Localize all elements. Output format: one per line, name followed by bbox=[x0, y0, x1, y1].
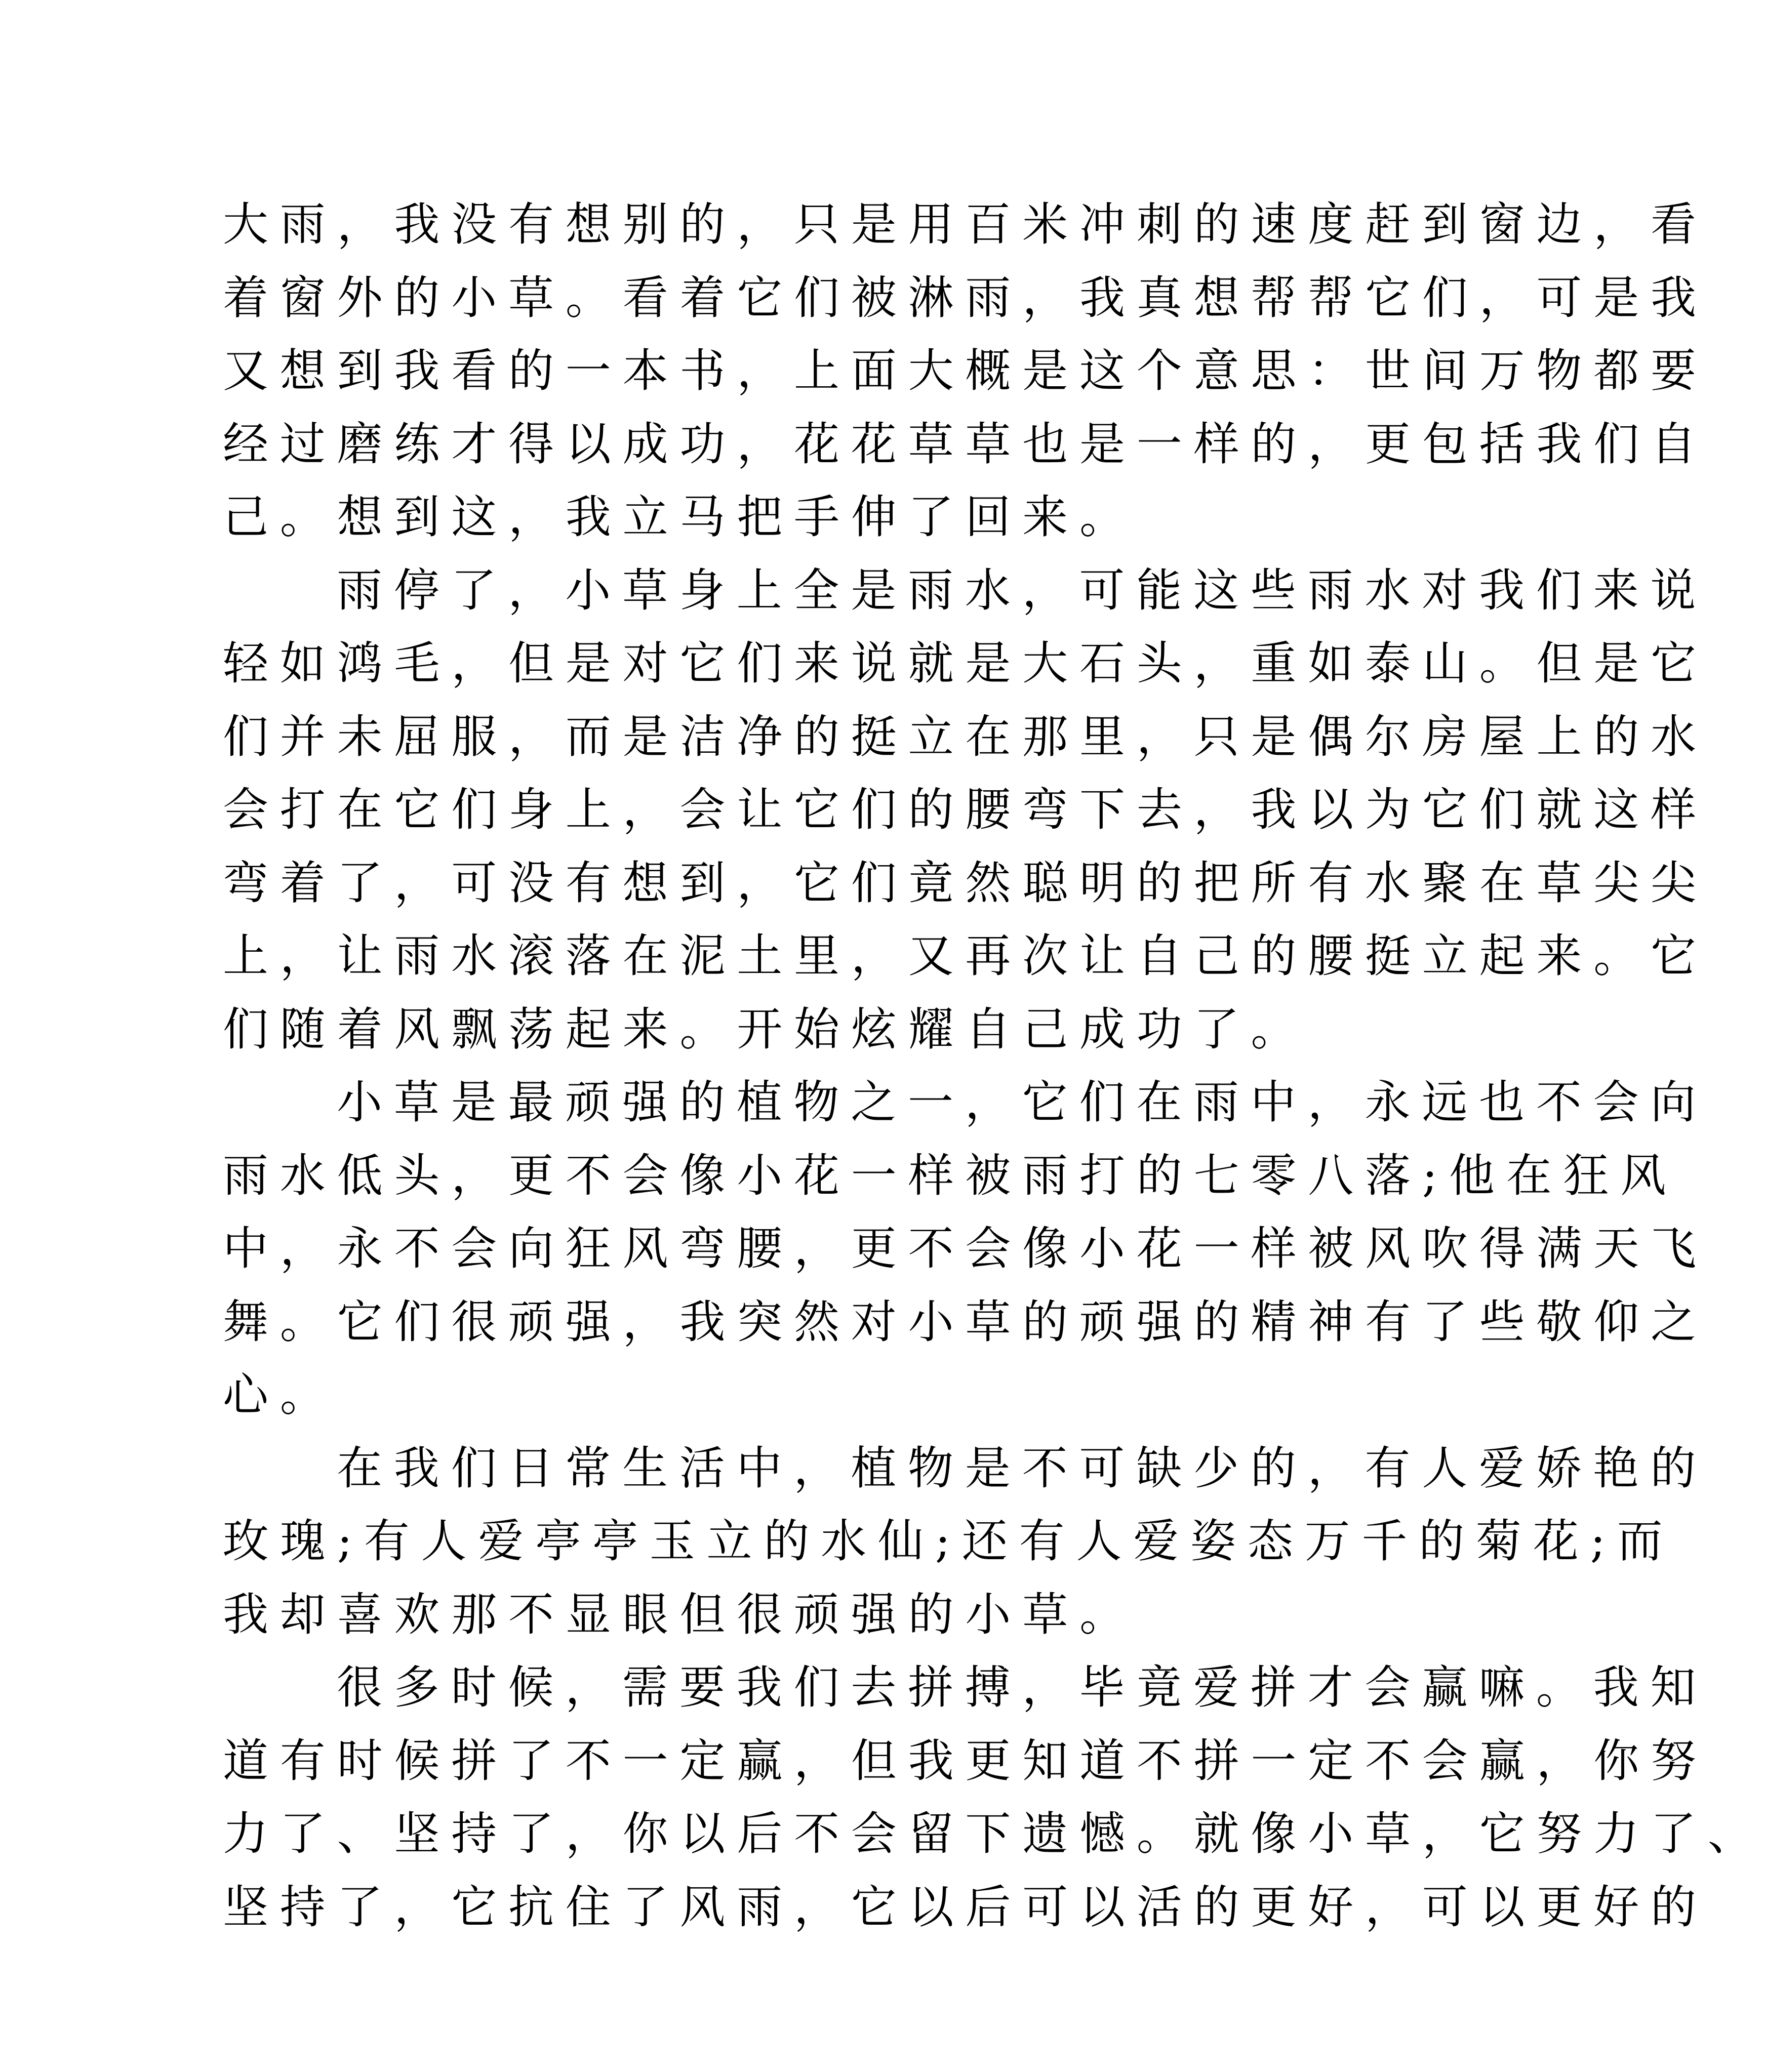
paragraph-first-line: 在我们日常生活中，植物是不可缺少的，有人爱娇艳的 bbox=[337, 1441, 1708, 1495]
text-line: 会打在它们身上，会让它们的腰弯下去，我以为它们就这样 bbox=[223, 783, 1708, 836]
paragraph-first-line: 雨停了，小草身上全是雨水，可能这些雨水对我们来说 bbox=[337, 563, 1708, 617]
paragraph-first-line: 小草是最顽强的植物之一，它们在雨中，永远也不会向 bbox=[337, 1076, 1708, 1129]
text-line: 坚持了，它抗住了风雨，它以后可以活的更好，可以更好的 bbox=[223, 1880, 1708, 1934]
text-line: 力了、坚持了，你以后不会留下遗憾。就像小草，它努力了、 bbox=[223, 1807, 1765, 1860]
text-line: 玫瑰;有人爱亭亭玉立的水仙;还有人爱姿态万千的菊花;而 bbox=[223, 1515, 1674, 1568]
text-line: 大雨，我没有想别的，只是用百米冲刺的速度赶到窗边，看 bbox=[223, 198, 1708, 251]
text-line: 又想到我看的一本书，上面大概是这个意思：世间万物都要 bbox=[223, 344, 1708, 397]
paragraph-first-line: 很多时候，需要我们去拼搏，毕竟爱拼才会赢嘛。我知 bbox=[337, 1661, 1708, 1714]
text-line: 中，永不会向狂风弯腰，更不会像小花一样被风吹得满天飞 bbox=[223, 1222, 1708, 1275]
essay-body bbox=[223, 188, 1765, 1944]
text-line: 我却喜欢那不显眼但很顽强的小草。 bbox=[223, 1588, 1137, 1641]
text-line: 经过磨练才得以成功，花花草草也是一样的，更包括我们自 bbox=[223, 417, 1708, 471]
text-line: 舞。它们很顽强，我突然对小草的顽强的精神有了些敬仰之 bbox=[223, 1295, 1708, 1349]
text-line: 己。想到这，我立马把手伸了回来。 bbox=[223, 491, 1137, 544]
text-line: 道有时候拼了不一定赢，但我更知道不拼一定不会赢，你努 bbox=[223, 1734, 1708, 1787]
text-line: 弯着了，可没有想到，它们竟然聪明的把所有水聚在草尖尖 bbox=[223, 856, 1708, 910]
text-line: 们随着风飘荡起来。开始炫耀自己成功了。 bbox=[223, 1002, 1308, 1056]
text-line: 上，让雨水滚落在泥土里，又再次让自己的腰挺立起来。它 bbox=[223, 929, 1708, 983]
text-line: 心。 bbox=[223, 1368, 337, 1421]
text-line: 着窗外的小草。看着它们被淋雨，我真想帮帮它们，可是我 bbox=[223, 271, 1708, 324]
text-line: 雨水低头，更不会像小花一样被雨打的七零八落;他在狂风 bbox=[223, 1149, 1678, 1202]
text-line: 们并未屈服，而是洁净的挺立在那里，只是偶尔房屋上的水 bbox=[223, 710, 1708, 763]
text-line: 轻如鸿毛，但是对它们来说就是大石头，重如泰山。但是它 bbox=[223, 637, 1708, 690]
